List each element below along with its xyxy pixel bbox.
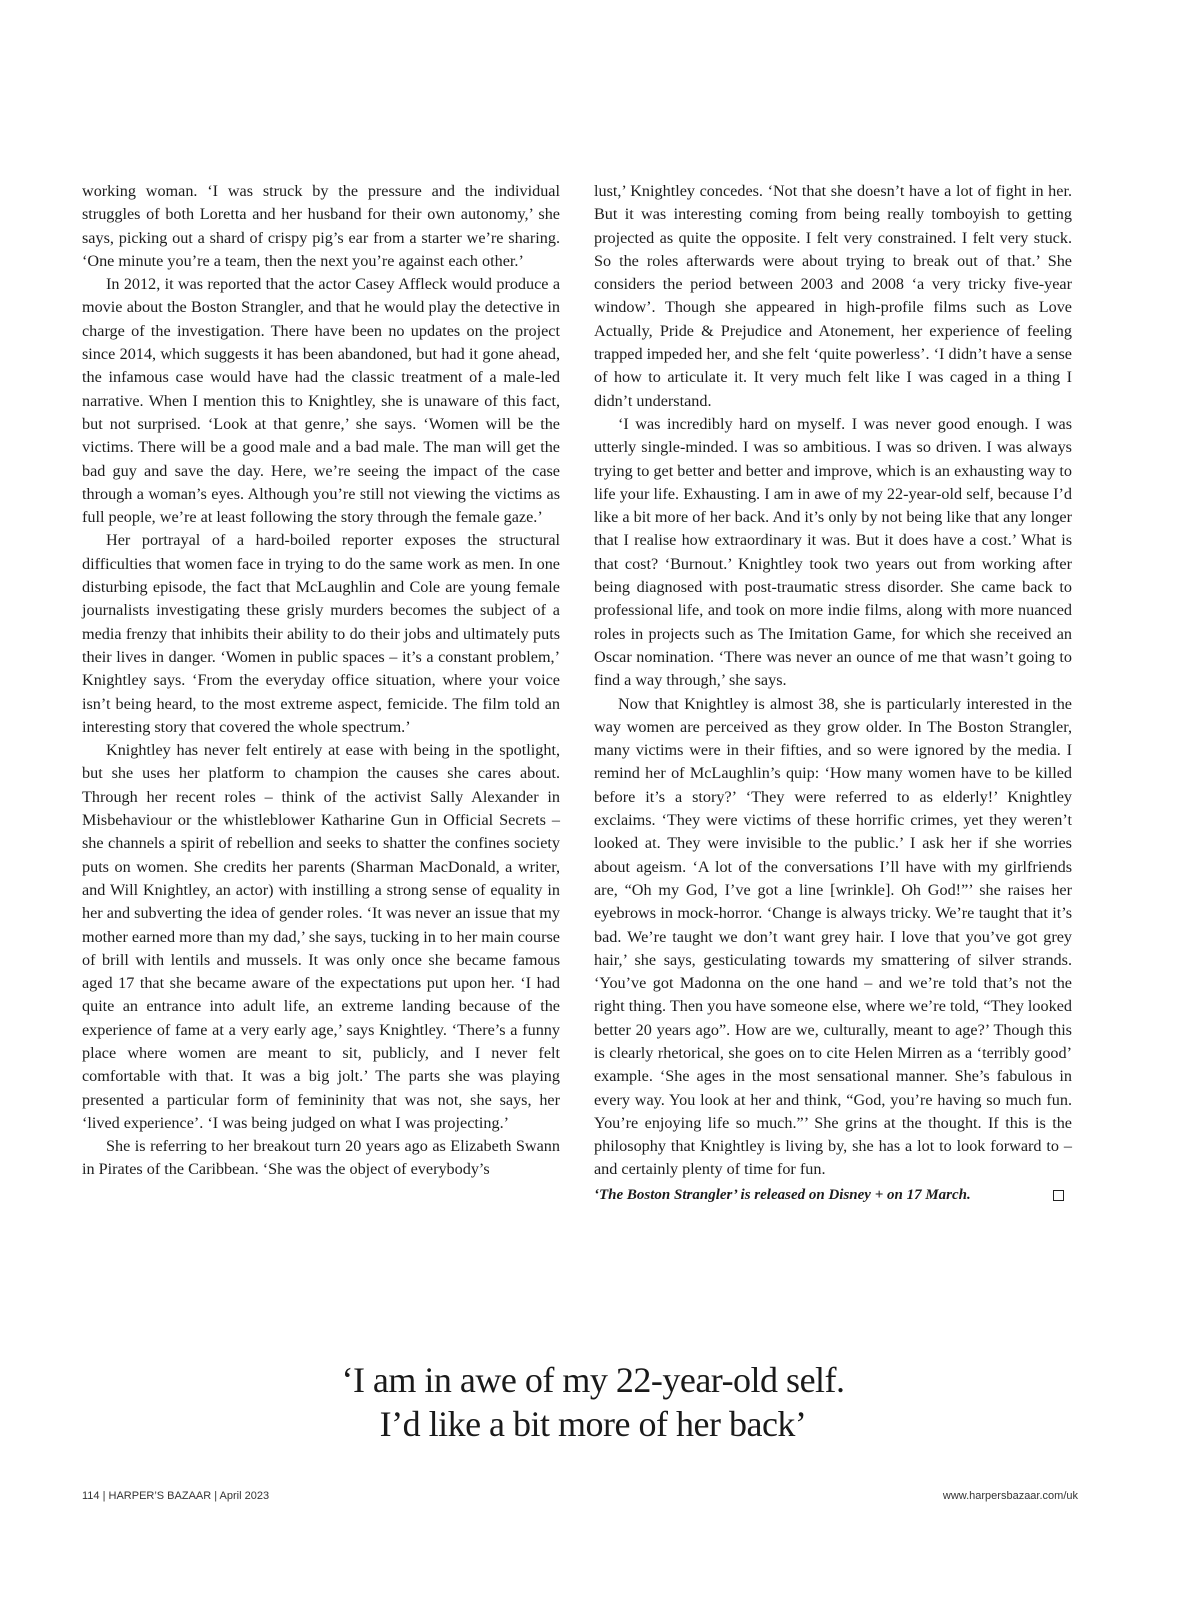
pull-quote-line: ‘I am in awe of my 22-year-old self.: [341, 1360, 845, 1400]
release-credit: [594, 1184, 1072, 1207]
paragraph: ‘I was incredibly hard on myself. I was never good enough. I was utterly single-minded. I was so ambitious. I was so driven. I was always trying to get better and better and improve, which is an exhausting way to life your life. Exhausting. I am in awe of my 22-year-old self, because I’d like a bit more of her back. And it’s only by not being like that any longer that I realise how extraordinary it was. But it does have a cost.’ What is that cost? ‘Burnout.’ Knightley took two years out from working after being diagnosed with post-traumatic stress disorder. She came back to professional life, and took on more indie films, along with more nuanced roles in projects such as The Imitation Game, for which she received an Oscar nomination. ‘There was never an ounce of me that wasn’t going to find a way through,’ she says.: [594, 414, 1072, 690]
paragraph: working woman. ‘I was struck by the pressure and the individual struggles of both Loretta and her husband for their own autonomy,’ she says, picking out a shard of crispy pig’s ear from a starter we’re sharing. ‘One minute you’re a team, then the next you’re against each other.’: [82, 182, 560, 270]
paragraph: lust,’ Knightley concedes. ‘Not that she doesn’t have a lot of fight in her. But it was interesting coming from being really tomboyish to getting projected as quite the opposite. I felt very constrained. I felt very stuck. So the roles afterwards were about trying to break out of that.’ She considers the period between 2003 and 2008 ‘a very tricky five-year window’. Though she appeared in high-profile films such as Love Actually, Pride & Prejudice and Atonement, her experience of feeling trapped impeded her, and she felt ‘quite powerless’. ‘I didn’t have a sense of how to articulate it. It very much felt like I was caged in a thing I didn’t understand.: [594, 182, 1072, 410]
pull-quote: [0, 1358, 1186, 1446]
paragraph: Knightley has never felt entirely at ease with being in the spotlight, but she uses her platform to champion the causes she cares about. Through her recent roles – think of the activist Sally Alexander in Misbehaviour or the whistleblower Katharine Gun in Official Secrets – she channels a spirit of rebellion and seeks to shatter the confines society puts on women. She credits her parents (Sharman MacDonald, a writer, and Will Knightley, an actor) with instilling a strong sense of equality in her and subverting the idea of gender roles. ‘It was never an issue that my mother earned more than my dad,’ she says, tucking in to her main course of brill with lentils and mussels. It was only once she became famous aged 17 that she became aware of the expectations put upon her. ‘I had quite an entrance into adult life, an extreme landing because of the experience of fame at a very early age,’ says Knightley. ‘There’s a funny place where women are meant to sit, publicly, and I never felt comfortable with that. It was a big jolt.’ The parts she was playing presented a particular form of femininity that was not, she says, her ‘lived experience’. ‘I was being judged on what I was projecting.’: [82, 741, 560, 1132]
end-square-icon: [1053, 1190, 1064, 1201]
folio: 114 | HARPER’S BAZAAR | April 2023: [82, 1490, 270, 1502]
paragraph: In 2012, it was reported that the actor Casey Affleck would produce a movie about the Boston Strangler, and that he would play the detective in charge of the investigation. There have been no updates on the project since 2014, which suggests it has been abandoned, but had it gone ahead, the infamous case would have had the classic treatment of a male-led narrative. When I mention this to Knightley, she is unaware of this fact, but not surprised. ‘Look at that genre,’ she says. ‘Women will be the victims. There will be a good male and a bad male. The man will get the bad guy and save the day. Here, we’re seeing the impact of the case through a woman’s eyes. Although you’re still not viewing the victims as full people, we’re at least following the story through the female gaze.’: [82, 275, 560, 527]
pull-quote-line: I’d like a bit more of her back’: [379, 1404, 807, 1444]
paragraph: Her portrayal of a hard-boiled reporter exposes the structural difficulties that women face in trying to do the same work as men. In one disturbing episode, the fact that McLaughlin and Cole are young female journalists investigating these grisly murders becomes the subject of a media frenzy that inhibits their ability to do their jobs and ultimately puts their lives in danger. ‘Women in public spaces – it’s a constant problem,’ Knightley says. ‘From the everyday office situation, where your voice isn’t being heard, to the most extreme aspect, femicide. The film told an interesting story that covered the whole spectrum.’: [82, 531, 560, 736]
paragraph: Now that Knightley is almost 38, she is particularly interested in the way women are perceived as they grow older. In The Boston Strangler, many victims were in their fifties, and so were ignored by the media. I remind her of McLaughlin’s quip: ‘How many women have to be killed before it’s a story?’ ‘They were referred to as elderly!’ Knightley exclaims. ‘They were victims of these horrific crimes, yet they weren’t looked at. They were invisible to the public.’ I ask her if she worries about ageism. ‘A lot of the conversations I’ll have with my girlfriends are, “Oh my God, I’ve got a line [wrinkle]. Oh God!”’ she raises her eyebrows in mock-horror. ‘Change is always tricky. We’re taught that it’s bad. We’re taught we don’t want grey hair. I love that you’ve got grey hair,’ she says, gesticulating towards my smattering of silver strands. ‘You’ve got Madonna on the one hand – and we’re told that’s not the right thing. Then you have someone else, where we’re told, “They looked better 20 years ago”. How are we, culturally, meant to age?’ Though this is clearly rhetorical, she goes on to cite Helen Mirren as a ‘terribly good’ example. ‘She ages in the most sensational manner. She’s fabulous in every way. You look at her and think, “God, you’re having so much fun. You’re enjoying life so much.”’ She grins at the thought. If this is the philosophy that Knightley is living by, she has a lot to look forward to – and certainly plenty of time for fun.: [594, 694, 1072, 1179]
website-url: www.harpersbazaar.com/uk: [942, 1490, 1078, 1502]
paragraph: She is referring to her breakout turn 20 years ago as Elizabeth Swann in Pirates of the Caribbean. ‘She was the object of everybody’s: [82, 1137, 560, 1179]
article-column-right: [594, 180, 1072, 1207]
page-footer: [82, 1490, 1078, 1502]
article-column-left: [82, 180, 560, 1182]
credit-text: ‘The Boston Strangler’ is released on Disney + on 17 March.: [594, 1186, 971, 1203]
